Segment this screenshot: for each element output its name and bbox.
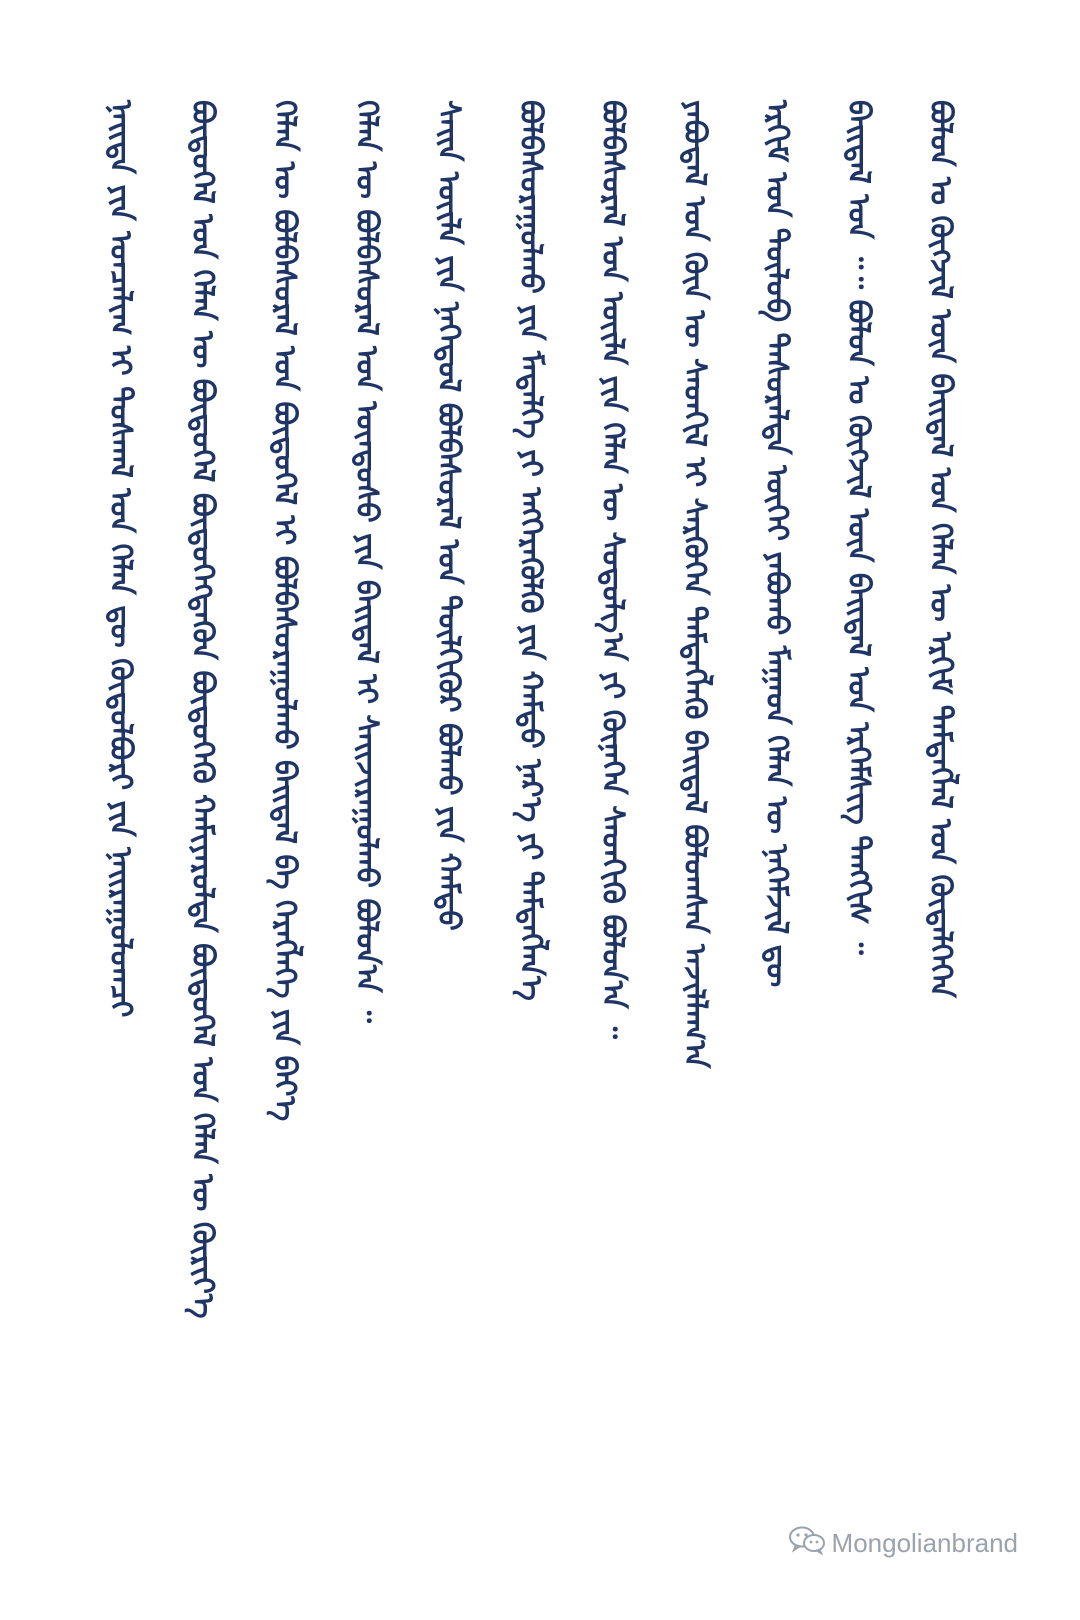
- watermark-text: Mongolianbrand: [831, 1528, 1018, 1558]
- text-column-5: ᠰᠠᠢᠨ ᠦᠢᠯᠡ ᠶᠢᠨ ᠨᠡᠭᠡᠳᠦᠯ ᠪᠣᠯᠪᠠᠰᠤᠷᠠᠯ ᠤᠨ ᠲᠦᠯᠬᠢᠭᠦᠷ ᠪᠣᠯᠬᠤ ᠶᠢᠨ ᠬᠠᠮᠲᠤ: [431, 100, 466, 931]
- text-column-9: ᠡᠷᠬᠢᠮ ᠤᠨ ᠲᠥᠯᠦᠪ ᠲᠠᠰᠤᠷᠠᠯᠲᠠ ᠦᠭᠡᠢ ᠶᠠᠪᠤᠬᠤ ᠮᠠᠭᠠᠳ ᠬᠡᠯᠡᠨ ᠦ ᠨᠡᠬᠡᠮᠵᠢᠯ ᠳᠥ: [759, 100, 794, 988]
- text-column-1: ᠨᠡᠢᠲᠡ ᠶᠢᠨ ᠣᠨᠴᠠᠯᠢᠭ ᠢ ᠲᠤᠰᠬᠠᠯ ᠤᠨ ᠬᠡᠯᠡᠨ ᠳᠦ ᠬᠥᠲᠥᠯᠪᠦᠷᠢ ᠶᠢᠨ ᠨᠠᠢᠷᠠᠭᠤᠯᠤᠭᠴᠢ: [103, 100, 138, 1018]
- wechat-icon: [788, 1525, 826, 1562]
- text-column-2: ᠪᠦᠲᠦᠭᠡᠯ ᠤᠨ ᠬᠡᠯᠡᠨ ᠦ ᠪᠦᠲᠦᠭᠡᠯ ᠪᠦᠲᠦᠭᠡᠭᠳᠡᠬᠦᠨ ᠪᠦᠲᠦᠭᠡᠬᠦ ᠬᠠᠮᠢᠶᠠᠷᠤᠯᠲᠠ ᠪᠦᠲᠦᠭᠡᠯ ᠤᠨ ᠬᠡᠯᠡᠨ ᠦ ᠬᠦᠷᠢᠶ᠎ᠡ: [185, 100, 220, 1319]
- text-column-11: ᠪᠣᠯᠤᠨ ᠤ ᠬᠥᠭᠵᠢᠯ ᠦᠨ ᠪᠠᠢᠳᠠᠯ ᠤᠨ ᠬᠡᠯᠡᠨ ᠦ ᠡᠷᠬᠢᠮ ᠲᠡᠮᠳᠡᠭᠯᠡᠯ ᠤᠨ ᠬᠦᠳᠡᠯᠭᠡᠭᠡᠨ: [923, 100, 958, 998]
- text-column-10: ᠪᠠᠢᠳᠠᠯ ᠤᠨ ᠃᠃ ᠪᠣᠯᠤᠨ ᠤ ᠬᠥᠭᠵᠢᠯ ᠦᠨ ᠪᠠᠢᠳᠠᠯ ᠤᠨ ᠡᠷᠬᠡᠮᠰᠢᠭ ᠲᠡᠩᠭᠢᠰ ᠃: [841, 100, 876, 955]
- text-column-7: ᠪᠣᠯᠪᠠᠰᠤᠷᠠᠯ ᠤᠨ ᠦᠢᠯᠡ ᠶᠢᠨ ᠬᠡᠯᠡᠨ ᠦ ᠰᠤᠳᠤᠯᠭ᠎ᠠ ᠶᠢ ᠭᠦᠨᠡᠭᠡᠨ ᠰᠡᠳᠬᠢᠬᠦ ᠪᠣᠯᠤᠨ᠎ᠠ ᠃: [595, 100, 630, 1039]
- text-column-6: ᠪᠣᠯᠪᠠᠰᠤᠷᠠᠭᠤᠯᠬᠤ ᠶᠢᠨ ᠮᠡᠳᠡᠯᠭᠡ ᠶᠢ ᠡᠩᠬᠡᠷᠡᠭᠦᠯᠬᠦ ᠶᠢᠨ ᠬᠠᠮᠲᠤ ᠨᠡᠷ᠎ᠡ ᠶᠢ ᠲᠡᠮᠳᠡᠭᠯᠡᠨ᠎ᠡ: [513, 100, 548, 1001]
- watermark: [788, 1525, 1018, 1562]
- text-column-3: ᠬᠡᠯᠡᠨ ᠦ ᠪᠣᠯᠪᠠᠰᠤᠷᠠᠯ ᠤᠨ ᠪᠦᠲᠦᠭᠡᠯ ᠢ ᠪᠣᠯᠪᠠᠰᠤᠷᠠᠭᠤᠯᠬᠤ ᠪᠠᠢᠳᠠᠯ ᠪᠠ ᠬᠡᠷᠡᠭᠯᠡᠭᠡ ᠶᠢᠨ ᠪᠡᠶ᠎ᠡ: [267, 100, 302, 1122]
- text-column-8: ᠶᠠᠪᠤᠳᠠᠯ ᠤᠨ ᠬᠦᠨ ᠦ ᠰᠡᠳᠬᠢᠯ ᠢ ᠰᠡᠷᠭᠦᠭᠡᠨ ᠲᠡᠮᠳᠡᠭᠯᠡᠬᠦ ᠪᠠᠢᠳᠠᠯ ᠪᠣᠯᠤᠭᠰᠠᠨ ᠠᠵᠢᠯᠯᠠᠭ᠎ᠠ: [677, 100, 712, 1069]
- text-column-4: ᠬᠡᠯᠡᠨ ᠦ ᠪᠣᠯᠪᠠᠰᠤᠷᠠᠯ ᠤᠨ ᠦᠨᠳᠦᠰᠦ ᠶᠢᠨ ᠪᠠᠢᠳᠠᠯ ᠢ ᠰᠠᠢᠵᠢᠷᠠᠭᠤᠯᠬᠤ ᠪᠣᠯᠤᠨ᠎ᠠ ᠃: [349, 100, 384, 1023]
